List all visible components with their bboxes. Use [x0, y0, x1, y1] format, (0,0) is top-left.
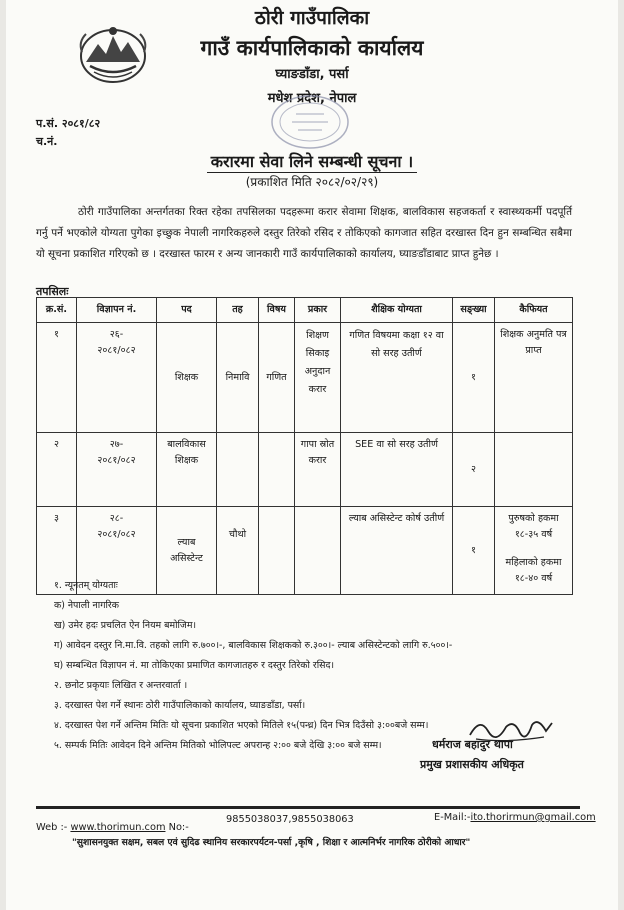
publish-date: (प्रकाशित मिति २०८२/०२/२९) [245, 175, 379, 189]
office-stamp-icon [262, 92, 358, 152]
cell-subject: गणित [259, 323, 295, 433]
cell-ad-no: २६- २०८१/०८२ [77, 323, 157, 433]
cell-count: २ [453, 433, 495, 507]
cell-post: शिक्षक [157, 323, 217, 433]
office-province: मधेश प्रदेश, नेपाल [267, 91, 357, 106]
cell-ad-no: २८- २०८१/०८२ [77, 507, 157, 595]
col-qualification: शैक्षिक योग्यता [341, 298, 453, 323]
cell-qualification: गणित विषयमा कक्षा १२ वा सो सरह उतीर्ण [341, 323, 453, 433]
table-row [37, 323, 573, 433]
col-level: तह [217, 298, 259, 323]
footer-divider [36, 806, 580, 809]
cell-qualification: ल्याब असिस्टेन्ट कोर्ष उतीर्ण [341, 507, 453, 595]
cell-ad-no: २७- २०८१/०८२ [77, 433, 157, 507]
cell-sn: ३ [37, 507, 77, 595]
note-item: घ) सम्बन्धित विज्ञापन नं. मा तोकिएका प्रमाणित कागजातहरु र दस्तुर तिरेको रसिद। [54, 660, 335, 671]
vacancy-table [36, 297, 573, 595]
office-address: घ्याङडाँडा, पर्सा [275, 67, 349, 82]
col-sn: क्र.सं. [37, 298, 77, 323]
col-type: प्रकार [295, 298, 341, 323]
cell-post: ल्याब असिस्टेन्ट [157, 507, 217, 595]
col-count: सङ्ख्या [453, 298, 495, 323]
cell-level: निमावि [217, 323, 259, 433]
footer-web: Web :- www.thorimun.com No:- [36, 822, 189, 833]
cell-remark [495, 433, 573, 507]
note-item: ग) आवेदन दस्तुर नि.मा.वि. तहको लागि रु.७००।-, बालविकास शिक्षकको रु.३००।- ल्याब असिस्टेन्टको लागि रु.५००।- [54, 640, 453, 651]
note-item: ख) उमेर हदः प्रचलित ऐन नियम बमोजिम। [54, 620, 197, 631]
office-name: ठोरी गाउँपालिका [254, 7, 370, 29]
notice-title: करारमा सेवा लिने सम्बन्धी सूचना । [0, 150, 624, 172]
email-link[interactable]: ito.thorirmun@gmail.com [470, 812, 596, 823]
cell-post: बालविकास शिक्षक [157, 433, 217, 507]
table-header-row [37, 298, 573, 323]
footer-slogan: "सुशासनयुक्त सक्षम, सबल एवं सुदिढ स्थानिय सरकारपर्यटन-पर्सा ,कृषि , शिक्षा र आत्मनिर्भर नागरिक ठोरीको आधार" [72, 837, 471, 848]
office-title: गाउँ कार्यपालिकाको कार्यालय [200, 36, 424, 60]
table-row [37, 433, 573, 507]
note-item: ५. सम्पर्क मितिः आवेदन दिने अन्तिम मितिको भोलिपल्ट अपरान्ह २:०० बजे देखि ३:०० बजे सम्म। [54, 740, 382, 751]
cell-count: १ [453, 323, 495, 433]
signatory-title: प्रमुख प्रशासकीय अधिकृत [420, 758, 524, 771]
cell-type: शिक्षण सिकाइ अनुदान करार [295, 323, 341, 433]
cell-level [217, 433, 259, 507]
col-post: पद [157, 298, 217, 323]
footer-phone: 9855038037,9855038063 [226, 814, 354, 825]
cell-count: १ [453, 507, 495, 595]
dispatch-number: च.नं. [36, 135, 58, 148]
table-label: तपसिलः [36, 285, 69, 298]
website-link[interactable]: www.thorimun.com [70, 822, 166, 833]
cell-sn: १ [37, 323, 77, 433]
cell-type: गापा स्रोत करार [295, 433, 341, 507]
cell-sn: २ [37, 433, 77, 507]
note-item: ३. दरखास्त पेश गर्ने स्थानः ठोरी गाउँपालिकाको कार्यालय, घ्याङडाँडा, पर्सा। [54, 700, 306, 711]
col-ad-no: विज्ञापन नं. [77, 298, 157, 323]
note-item: २. छनोट प्रकृयाः लिखित र अन्तरवार्ता । [54, 680, 188, 691]
cell-subject [259, 433, 295, 507]
footer-email: E-Mail:-ito.thorirmun@gmail.com [434, 812, 596, 823]
cell-qualification: SEE वा सो सरह उतीर्ण [341, 433, 453, 507]
reference-number: प.सं. २०८१/८२ [36, 117, 101, 130]
col-remark: कैफियत [495, 298, 573, 323]
note-item: क) नेपाली नागरिक [54, 600, 119, 611]
signatory-name: धर्मराज बहादुर थापा [432, 738, 513, 751]
notice-body: ठोरी गाउँपालिका अन्तर्गतका रिक्त रहेका तपसिलका पदहरूमा करार सेवामा शिक्षक, बालविकास सहजकर्ता र स्वास्थ्यकर्मी पदपूर्ति गर्नु पर्ने भएकोले योग्यता पुगेका इच्छुक नेपाली नागरिकहरुले दस्तुर तिरेको रसिद र तोकिएको कागजात सहित दरखास्त दिन हुन सम्बन्धित सबैमा यो सूचना प्रकाशित गरिएको छ । दरखास्त फारम र अन्य जानकारी गाउँ कार्यपालिकाको कार्यालय, घ्याङडाँडाबाट प्राप्त हुनेछ । [36, 206, 572, 260]
note-item: ४. दरखास्त पेश गर्ने अन्तिम मितिः यो सूचना प्रकाशित भएको मितिले १५(पन्ध्र) दिन भित्र दिउँसो ३:००बजे सम्म। [54, 720, 429, 731]
cell-level: चौथो [217, 507, 259, 595]
cell-remark: पुरुषको हकमा १८-३५ वर्ष महिलाको हकमा १८-४० वर्ष [495, 507, 573, 595]
note-item: १. न्यूनतम् योग्यताः [54, 580, 118, 591]
col-subject: विषय [259, 298, 295, 323]
cell-remark: शिक्षक अनुमति पत्र प्राप्त [495, 323, 573, 433]
